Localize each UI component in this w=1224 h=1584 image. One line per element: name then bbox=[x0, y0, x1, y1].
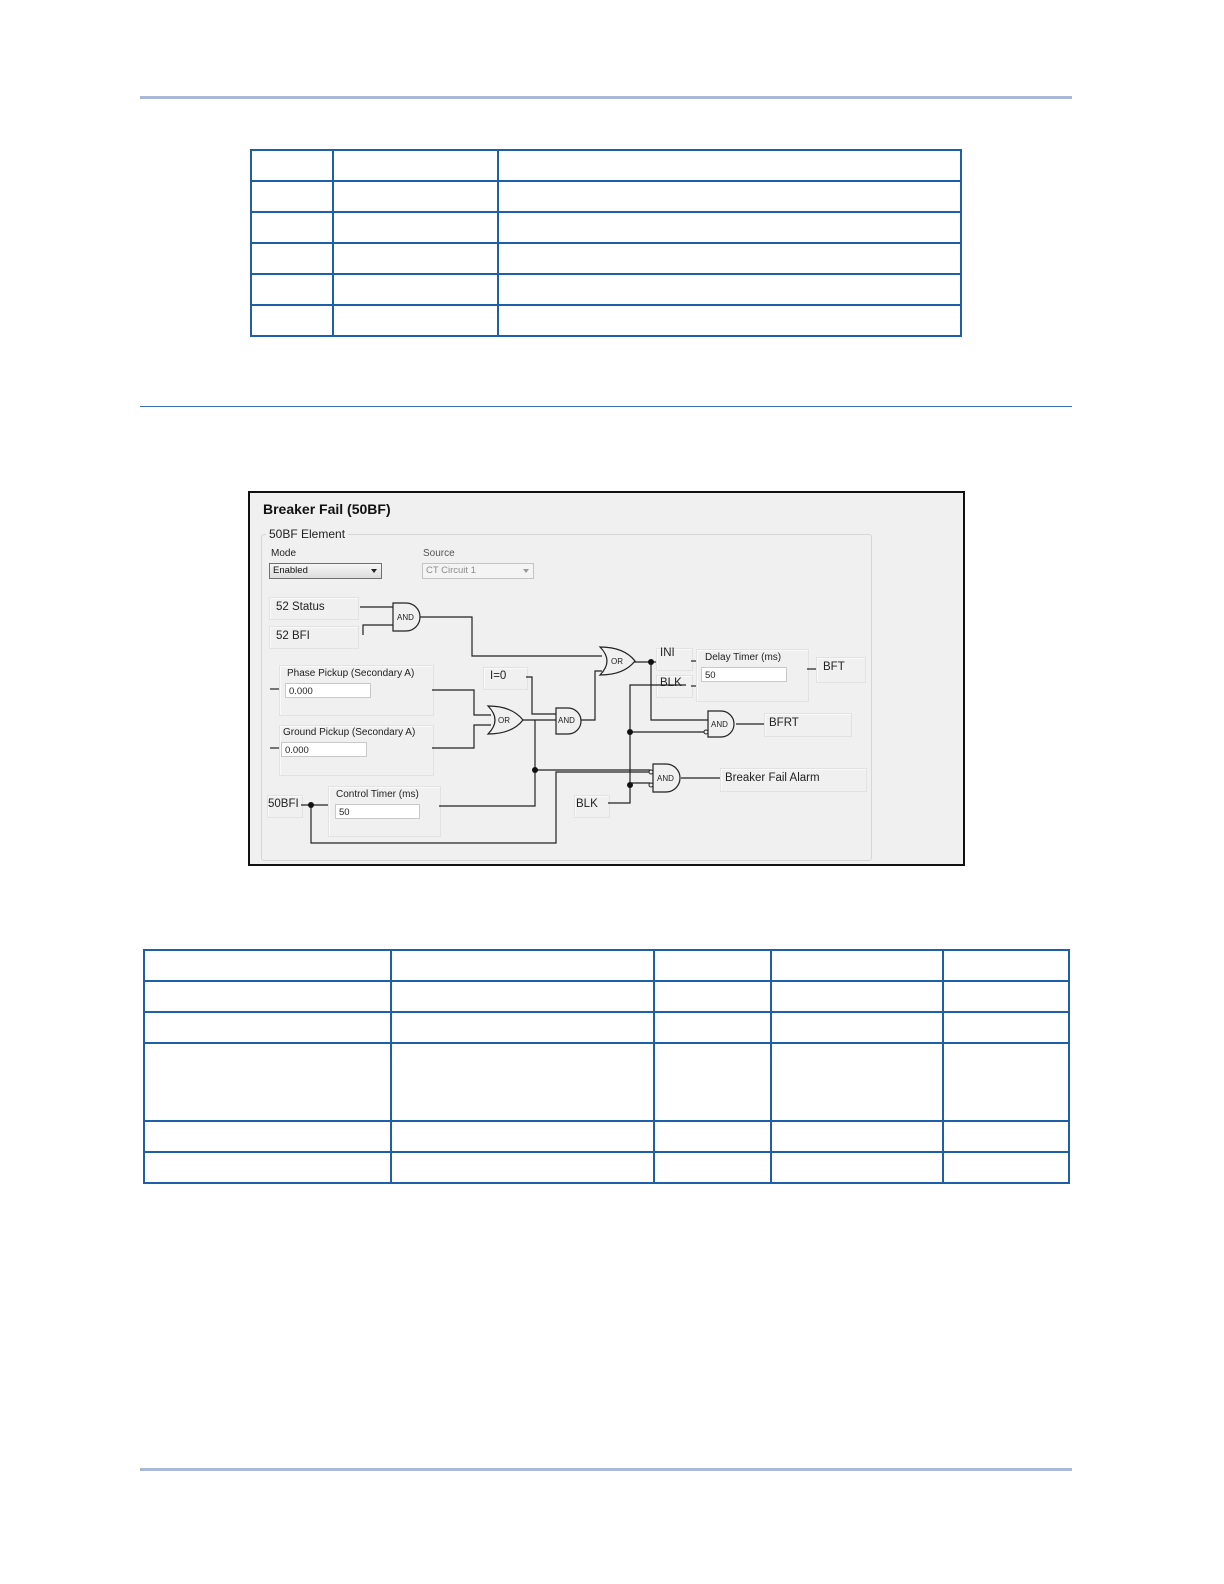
wire bbox=[301, 772, 650, 843]
status-52-label: 52 Status bbox=[276, 601, 325, 613]
table-row bbox=[251, 243, 961, 274]
element-group-label: 50BF Element bbox=[266, 527, 348, 541]
wire bbox=[608, 785, 630, 803]
control-timer-input[interactable]: 50 bbox=[335, 804, 420, 819]
junction-dot bbox=[532, 767, 538, 773]
junction-dot bbox=[308, 802, 314, 808]
bfi-50-label: 50BFI bbox=[268, 798, 299, 810]
inverter-bubble bbox=[704, 730, 708, 734]
breaker-fail-screen bbox=[248, 491, 965, 866]
wire bbox=[420, 617, 602, 656]
delay-timer-label: Delay Timer (ms) bbox=[705, 652, 782, 663]
wire bbox=[363, 625, 393, 635]
wire bbox=[535, 720, 650, 770]
ini-label: INI bbox=[660, 647, 675, 659]
footer-rule bbox=[140, 1468, 1072, 1471]
table-row bbox=[251, 212, 961, 243]
gate-label: AND bbox=[657, 774, 674, 783]
gate-label: OR bbox=[611, 657, 623, 666]
gate-label: AND bbox=[711, 720, 728, 729]
junction-dot bbox=[627, 782, 633, 788]
table-row bbox=[144, 1121, 1069, 1152]
table-row bbox=[144, 981, 1069, 1012]
mode-label: Mode bbox=[271, 548, 297, 559]
table-row bbox=[251, 305, 961, 336]
blk-bottom-label: BLK bbox=[576, 798, 598, 810]
delay-timer-input[interactable]: 50 bbox=[701, 667, 787, 682]
wire bbox=[432, 725, 491, 748]
table-row bbox=[144, 1152, 1069, 1183]
source-select-value: CT Circuit 1 bbox=[426, 565, 476, 576]
wire bbox=[432, 690, 491, 715]
inverter-bubble bbox=[649, 770, 653, 774]
table-row bbox=[144, 1012, 1069, 1043]
screen-title: Breaker Fail (50BF) bbox=[263, 501, 391, 517]
table-row bbox=[251, 150, 961, 181]
wire bbox=[651, 662, 708, 720]
table-row bbox=[251, 181, 961, 212]
settings-table-top bbox=[250, 149, 962, 337]
logic-diagram bbox=[250, 493, 963, 864]
bft-output-label: BFT bbox=[823, 661, 845, 673]
control-timer-label: Control Timer (ms) bbox=[336, 789, 419, 800]
ground-pickup-input[interactable]: 0.000 bbox=[281, 742, 367, 757]
junction-dot bbox=[648, 659, 654, 665]
section-rule bbox=[140, 406, 1072, 407]
header-rule bbox=[140, 96, 1072, 99]
gate-label: OR bbox=[498, 716, 510, 725]
wire bbox=[580, 671, 602, 720]
gate-label: AND bbox=[558, 716, 575, 725]
gate-label: AND bbox=[397, 613, 414, 622]
junction-dot bbox=[627, 729, 633, 735]
i-zero-label: I=0 bbox=[490, 670, 507, 682]
table-row bbox=[144, 1043, 1069, 1121]
wire bbox=[526, 677, 556, 714]
table-row bbox=[251, 274, 961, 305]
blk-label: BLK bbox=[660, 677, 682, 689]
phase-pickup-label: Phase Pickup (Secondary A) bbox=[287, 668, 415, 679]
phase-pickup-input[interactable]: 0.000 bbox=[285, 683, 371, 698]
bfrt-output-label: BFRT bbox=[769, 717, 799, 729]
mode-select-value: Enabled bbox=[273, 565, 308, 576]
table-row bbox=[144, 950, 1069, 981]
wire bbox=[439, 770, 535, 806]
inverter-bubble bbox=[649, 783, 653, 787]
alarm-output-label: Breaker Fail Alarm bbox=[725, 772, 820, 784]
settings-table-bottom bbox=[143, 949, 1070, 1184]
ground-pickup-label: Ground Pickup (Secondary A) bbox=[283, 727, 416, 738]
source-label: Source bbox=[423, 548, 455, 559]
bfi-52-label: 52 BFI bbox=[276, 630, 310, 642]
